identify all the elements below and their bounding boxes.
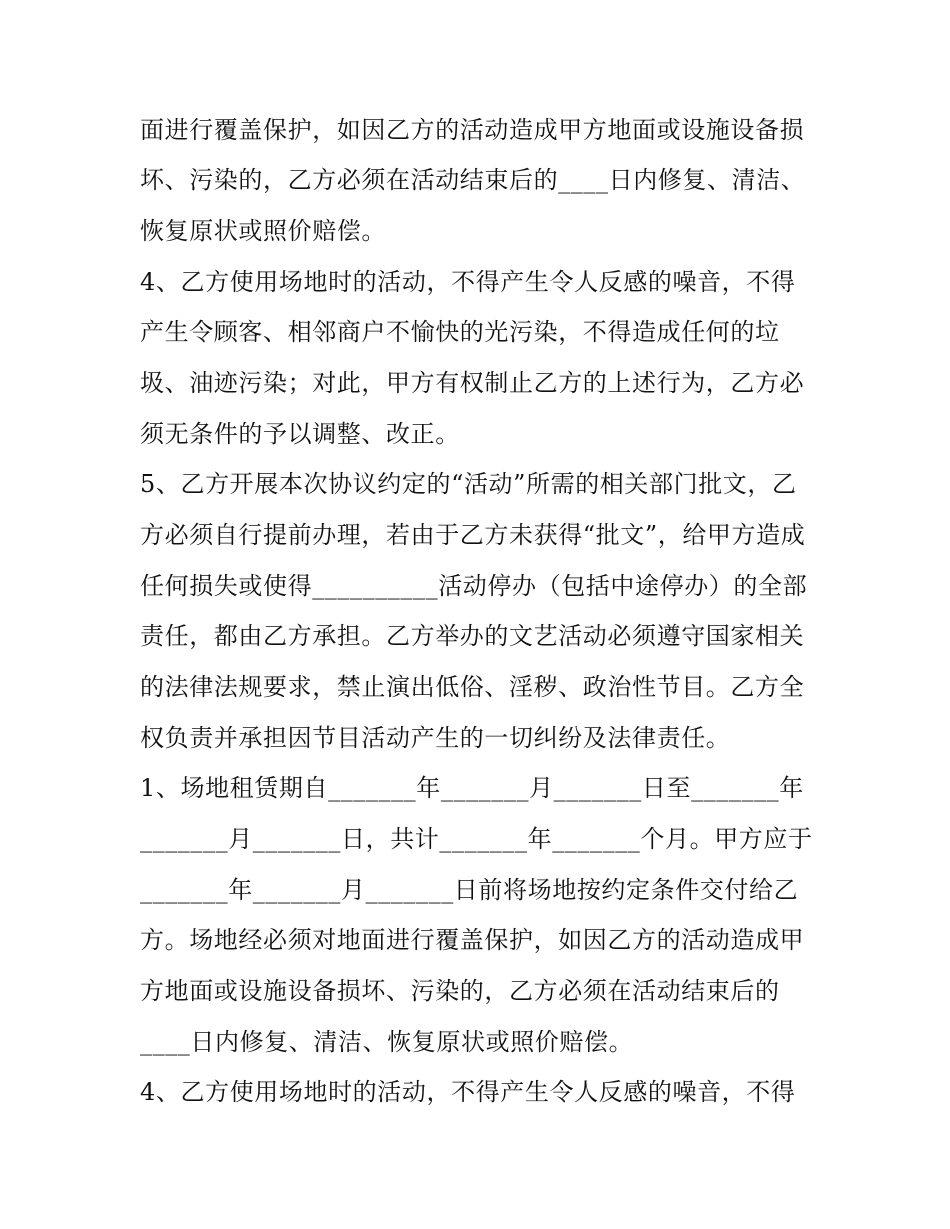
text-line: 恢复原状或照价赔偿。 [140, 217, 386, 245]
text-line: _______年_______月_______日前将场地按约定条件交付给乙 [140, 876, 799, 904]
text-line: 坏、污染的，乙方必须在活动结束后的____日内修复、清洁、 [140, 166, 806, 194]
text-line: 圾、油迹污染；对此，甲方有权制止乙方的上述行为，乙方必 [140, 369, 805, 397]
text-line: 的法律法规要求，禁止演出低俗、淫秽、政治性节目。乙方全 [140, 673, 805, 701]
text-line: 权负责并承担因节目活动产生的一切纠纷及法律责任。 [140, 724, 731, 752]
text-line: 方地面或设施设备损坏、污染的，乙方必须在活动结束后的 [140, 977, 780, 1005]
text-line: 责任，都由乙方承担。乙方举办的文艺活动必须遵守国家相关 [140, 622, 805, 650]
text-line: 面进行覆盖保护，如因乙方的活动造成甲方地面或设施设备损 [140, 116, 805, 144]
text-line: _______月_______日，共计_______年_______个月。甲方应于 [140, 825, 813, 853]
text-line: ____日内修复、清洁、恢复原状或照价赔偿。 [140, 1028, 634, 1056]
text-line: 5、乙方开展本次协议约定的“活动”所需的相关部门批文，乙 [140, 470, 797, 498]
text-line: 4、乙方使用场地时的活动，不得产生令人反感的噪音，不得 [140, 268, 796, 296]
text-line: 1、场地租赁期自_______年_______月_______日至_______年 [140, 774, 804, 802]
text-line: 须无条件的予以调整、改正。 [140, 420, 460, 448]
text-line: 4、乙方使用场地时的活动，不得产生令人反感的噪音，不得 [140, 1078, 796, 1106]
text-line: 任何损失或使得__________活动停办（包括中途停办）的全部 [140, 572, 808, 600]
text-line: 方。场地经必须对地面进行覆盖保护，如因乙方的活动造成甲 [140, 926, 805, 954]
text-line: 方必须自行提前办理，若由于乙方未获得“批文”，给甲方造成 [140, 521, 806, 549]
text-line: 产生令顾客、相邻商户不愉快的光污染，不得造成任何的垃 [140, 318, 780, 346]
